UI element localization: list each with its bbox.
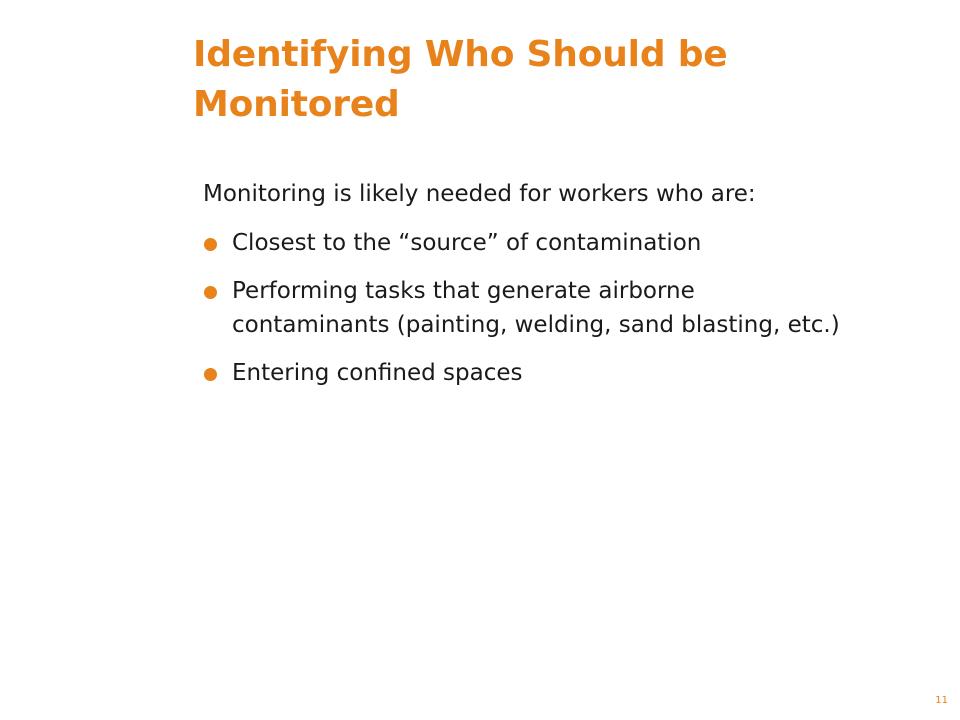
page-number: 11 xyxy=(935,695,948,706)
bullet-dot-icon xyxy=(204,286,217,299)
bullet-text: Entering confined spaces xyxy=(232,360,523,386)
bullet-text: Closest to the “source” of contamination xyxy=(232,230,702,256)
bullet-dot-icon xyxy=(204,368,217,381)
slide-title: Identifying Who Should be Monitored xyxy=(193,34,728,125)
list-item xyxy=(203,356,853,390)
list-item xyxy=(203,226,853,260)
bullet-dot-icon xyxy=(204,238,217,251)
bullet-list xyxy=(203,226,853,404)
list-item xyxy=(203,274,853,342)
intro-text: Monitoring is likely needed for workers who are: xyxy=(203,181,756,207)
bullet-text: Performing tasks that generate airborne contaminants (painting, welding, sand blasting, etc.) xyxy=(232,278,840,338)
